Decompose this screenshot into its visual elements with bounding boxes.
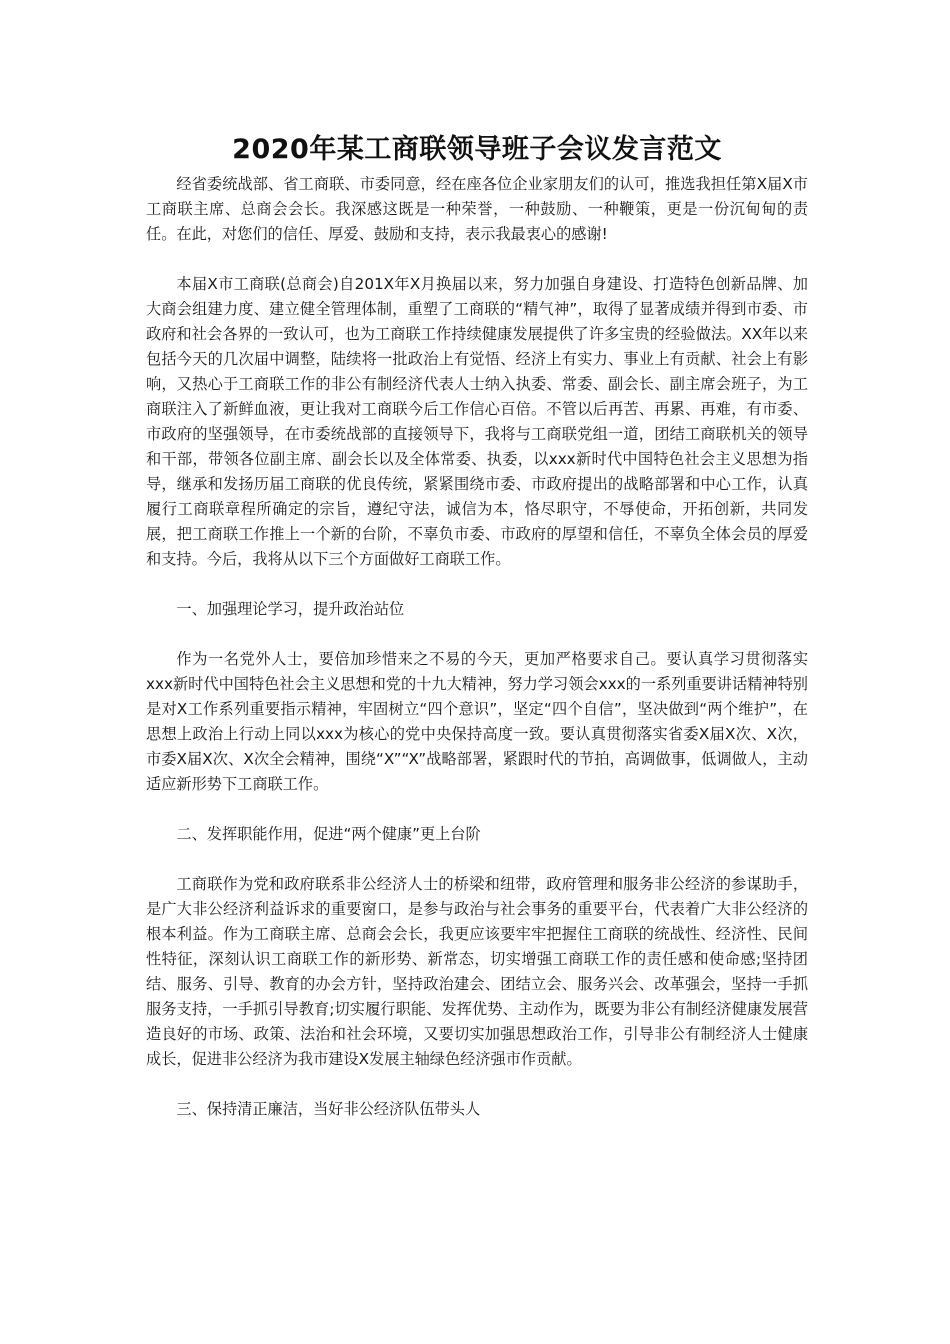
paragraph-intro: 经省委统战部、省工商联、市委同意，经在座各位企业家朋友们的认可，推选我担任第X届X市工商联主席、总商会会长。我深感这既是一种荣誉，一种鼓励、一种鞭策，更是一份沉甸甸的责任。在此，对您们的信任、厚爱、鼓励和支持，表示我最衷心的感谢! <box>146 175 808 243</box>
paragraph-gap <box>146 1072 808 1097</box>
paragraph-gap <box>146 247 808 272</box>
paragraph-gap <box>146 572 808 597</box>
section-heading-1: 一、加强理论学习，提升政治站位 <box>176 600 405 618</box>
section-heading-2: 二、发挥职能作用，促进“两个健康”更上台阶 <box>176 825 481 843</box>
paragraph-gap <box>146 797 808 822</box>
paragraph-section-2: 工商联作为党和政府联系非公经济人士的桥梁和纽带，政府管理和服务非公经济的参谋助手，是广大非公经济利益诉求的重要窗口，是参与政治与社会事务的重要平台，代表着广大非公经济的根本利益。作为工商联主席、总商会会长，我更应该要牢牢把握住工商联的统战性、经济性、民间性特征，深刻认识工商联工作的新形势、新常态，切实增强工商联工作的责任感和使命感;坚持团结、服务、引导、教育的办会方针，坚持政治建会、团结立会、服务兴会、改革强会，坚持一手抓服务支持，一手抓引导教育;切实履行职能、发挥优势、主动作为，既要为非公有制经济健康发展营造良好的市场、政策、法治和社会环境，又要切实加强思想政治工作，引导非公有制经济人士健康成长，促进非公经济为我市建设X发展主轴绿色经济强市作贡献。 <box>146 875 808 1068</box>
paragraph-gap <box>146 847 808 872</box>
paragraph-gap <box>146 622 808 647</box>
document-title: 2020年某工商联领导班子会议发言范文 <box>232 134 722 165</box>
paragraph-section-1: 作为一名党外人士，要倍加珍惜来之不易的今天，更加严格要求自己。要认真学习贯彻落实xxx新时代中国特色社会主义思想和党的十九大精神，努力学习领会xxx的一系列重要讲话精神特别是对X工作系列重要指示精神，牢固树立“四个意识”，坚定“四个自信”，坚决做到“两个维护”，在思想上政治上行动上同以xxx为核心的党中央保持高度一致。要认真贯彻落实省委X届X次、X次，市委X届X次、X次全会精神，围绕“X”“X”战略部署，紧跟时代的节拍，高调做事，低调做人，主动适应新形势下工商联工作。 <box>146 650 808 793</box>
document-page <box>146 128 808 1122</box>
paragraph-review: 本届X市工商联(总商会)自201X年X月换届以来，努力加强自身建设、打造特色创新品牌、加大商会组建力度、建立健全管理体制，重塑了工商联的“精气神”，取得了显著成绩并得到市委、市政府和社会各界的一致认可，也为工商联工作持续健康发展提供了许多宝贵的经验做法。XX年以来包括今天的几次届中调整，陆续将一批政治上有觉悟、经济上有实力、事业上有贡献、社会上有影响，又热心于工商联工作的非公有制经济代表人士纳入执委、常委、副会长、副主席会班子，为工商联注入了新鲜血液，更让我对工商联今后工作信心百倍。不管以后再苦、再累、再难，有市委、市政府的坚强领导，在市委统战部的直接领导下，我将与工商联党组一道，团结工商联机关的领导和干部，带领各位副主席、副会长以及全体常委、执委，以xxx新时代中国特色社会主义思想为指导，继承和发扬历届工商联的优良传统，紧紧围绕市委、市政府提出的战略部署和中心工作，认真履行工商联章程所确定的宗旨，遵纪守法，诚信为本，恪尽职守，不辱使命，开拓创新，共同发展，把工商联工作推上一个新的台阶，不辜负市委、市政府的厚望和信任，不辜负全体会员的厚爱和支持。今后，我将从以下三个方面做好工商联工作。 <box>146 275 808 568</box>
section-heading-3: 三、保持清正廉洁，当好非公经济队伍带头人 <box>176 1100 481 1118</box>
